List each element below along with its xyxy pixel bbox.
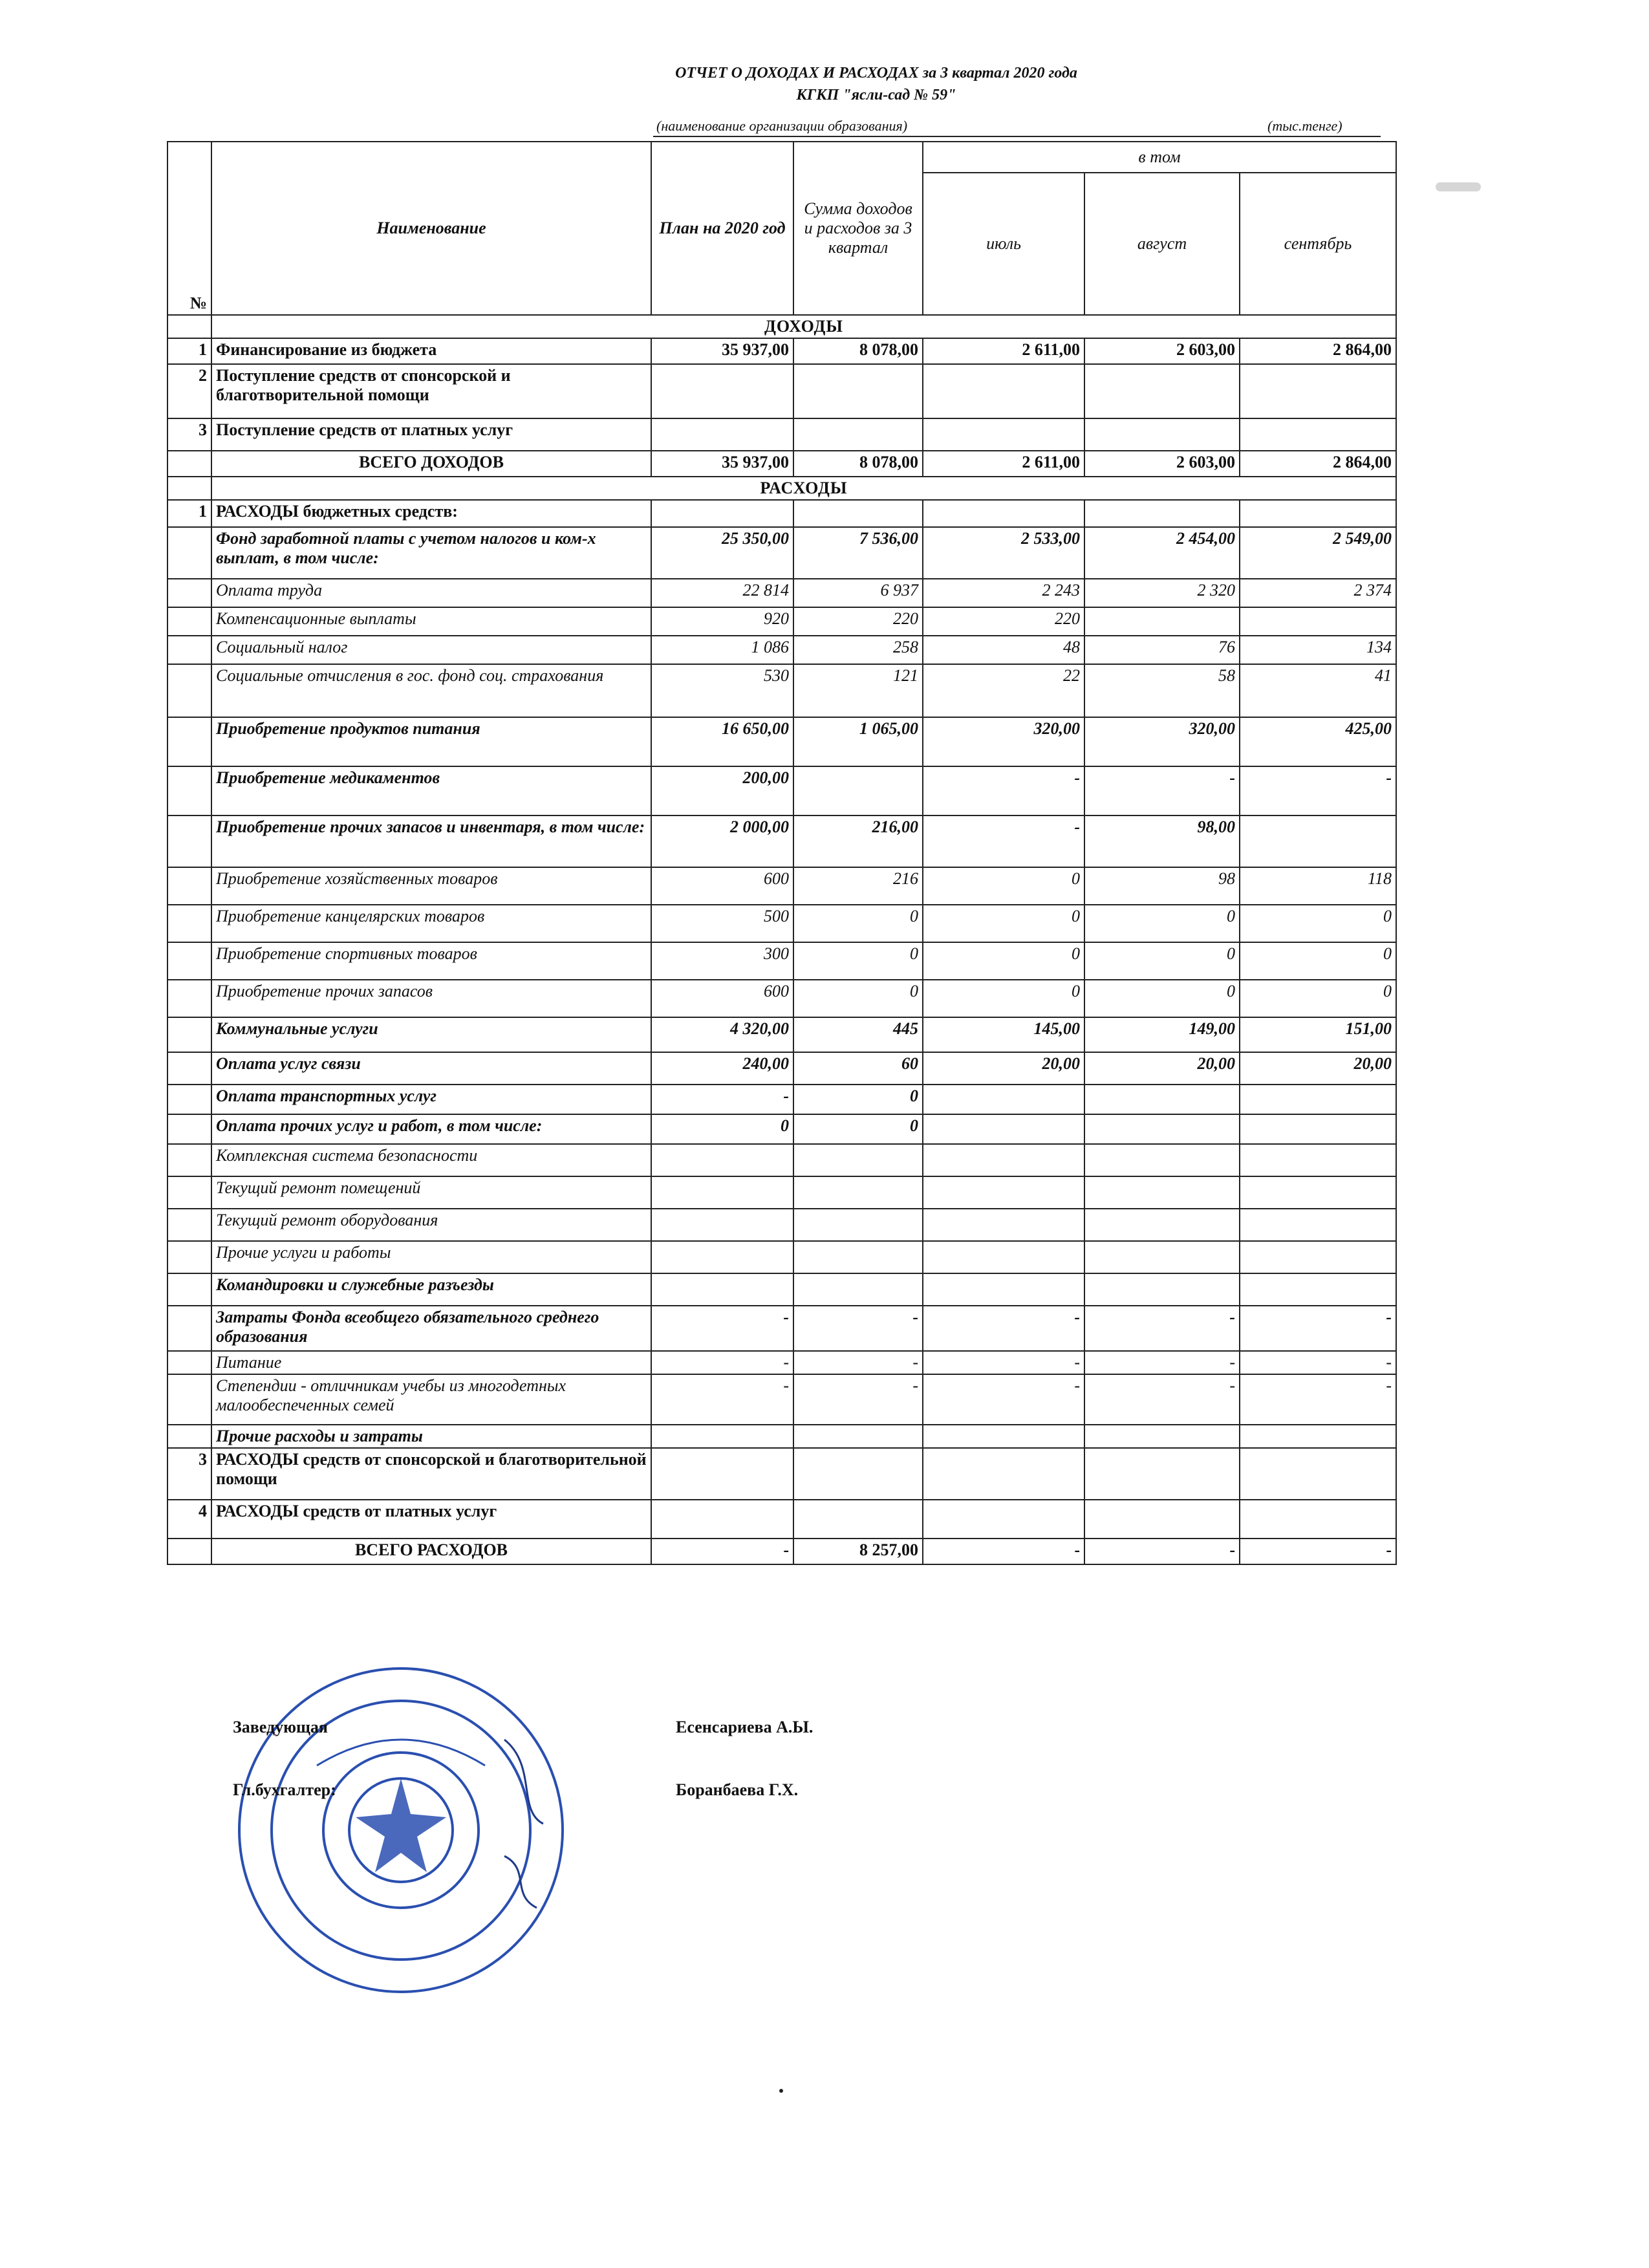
row-number — [167, 1085, 211, 1114]
cell-sep: 134 — [1240, 636, 1396, 664]
cell-aug: 2 603,00 — [1084, 338, 1240, 364]
cell-plan — [651, 500, 793, 527]
cell-sum — [793, 418, 923, 451]
cell-jul: 320,00 — [923, 717, 1084, 766]
cell-sum — [793, 1425, 923, 1448]
cell-sep — [1240, 1176, 1396, 1209]
row-number — [167, 636, 211, 664]
cell-plan: 920 — [651, 607, 793, 636]
cell-jul: 2 533,00 — [923, 527, 1084, 579]
row-number — [167, 1306, 211, 1351]
report-title: ОТЧЕТ О ДОХОДАХ И РАСХОДАХ за 3 квартал 2020 года — [675, 65, 1077, 81]
cell-plan — [651, 1448, 793, 1500]
cell-plan: 500 — [651, 905, 793, 942]
cell-jul: 22 — [923, 664, 1084, 717]
cell-aug — [1084, 607, 1240, 636]
cell-sum — [793, 500, 923, 527]
cell-aug: - — [1084, 766, 1240, 815]
row-name: Поступление средств от платных услуг — [211, 418, 651, 451]
row-name: РАСХОДЫ средств от спонсорской и благотворительной помощи — [211, 1448, 651, 1500]
cell-aug — [1084, 1500, 1240, 1539]
scan-dot — [779, 2089, 783, 2093]
head-name: Есенсариева А.Ы. — [676, 1718, 814, 1736]
report-body — [167, 315, 1396, 1564]
total-plan: 35 937,00 — [651, 451, 793, 477]
row-name: Компенсационные выплаты — [211, 607, 651, 636]
cell-sum — [793, 766, 923, 815]
row-name: Комплексная система безопасности — [211, 1144, 651, 1176]
subtitle-rule — [653, 136, 1381, 137]
table-row — [167, 867, 1396, 905]
cell-sum: 121 — [793, 664, 923, 717]
cell-sep: 41 — [1240, 664, 1396, 717]
cell-sum — [793, 1500, 923, 1539]
cell-sum — [793, 1209, 923, 1241]
table-row — [167, 1374, 1396, 1425]
row-name: Приобретение канцелярских товаров — [211, 905, 651, 942]
row-number — [167, 579, 211, 607]
total-label: ВСЕГО РАСХОДОВ — [211, 1539, 651, 1564]
total-jul: 2 611,00 — [923, 451, 1084, 477]
row-number — [167, 766, 211, 815]
cell-jul — [923, 1241, 1084, 1273]
row-number: 3 — [167, 418, 211, 451]
cell-aug: 98,00 — [1084, 815, 1240, 867]
accountant-name: Боранбаева Г.Х. — [676, 1780, 799, 1799]
row-name: Оплата транспортных услуг — [211, 1085, 651, 1114]
total-sum: 8 257,00 — [793, 1539, 923, 1564]
cell-plan — [651, 1176, 793, 1209]
row-name: Финансирование из бюджета — [211, 338, 651, 364]
cell-jul: - — [923, 766, 1084, 815]
row-number — [167, 1241, 211, 1273]
row-number — [167, 527, 211, 579]
cell-aug — [1084, 1144, 1240, 1176]
cell-plan: 1 086 — [651, 636, 793, 664]
row-number — [167, 664, 211, 717]
cell-plan: 25 350,00 — [651, 527, 793, 579]
row-number — [167, 980, 211, 1017]
row-name: Питание — [211, 1351, 651, 1374]
cell-plan — [651, 1425, 793, 1448]
row-name: Командировки и служебные разъезды — [211, 1273, 651, 1306]
cell-jul: 2 243 — [923, 579, 1084, 607]
table-row — [167, 942, 1396, 980]
cell-plan — [651, 418, 793, 451]
row-number — [167, 607, 211, 636]
cell-sep: - — [1240, 1351, 1396, 1374]
cell-aug — [1084, 1209, 1240, 1241]
table-row — [167, 717, 1396, 766]
cell-jul — [923, 1425, 1084, 1448]
cell-sep: 0 — [1240, 942, 1396, 980]
cell-aug — [1084, 1448, 1240, 1500]
row-name: Приобретение медикаментов — [211, 766, 651, 815]
row-name: Поступление средств от спонсорской и благотворительной помощи — [211, 364, 651, 418]
cell-jul — [923, 1176, 1084, 1209]
cell-jul: - — [923, 815, 1084, 867]
cell-sep — [1240, 500, 1396, 527]
row-number: 4 — [167, 1500, 211, 1539]
cell-aug: 2 454,00 — [1084, 527, 1240, 579]
row-number — [167, 1017, 211, 1052]
cell-aug — [1084, 1425, 1240, 1448]
cell-sep: 20,00 — [1240, 1052, 1396, 1085]
section-expenses: РАСХОДЫ — [211, 477, 1396, 500]
cell-sep — [1240, 1273, 1396, 1306]
table-row — [167, 1351, 1396, 1374]
cell-aug: 320,00 — [1084, 717, 1240, 766]
row-name: Текущий ремонт помещений — [211, 1176, 651, 1209]
cell-jul — [923, 1144, 1084, 1176]
cell-plan: 16 650,00 — [651, 717, 793, 766]
col-month-group-header: в том — [923, 142, 1396, 173]
row-name: РАСХОДЫ средств от платных услуг — [211, 1500, 651, 1539]
cell-sep: 0 — [1240, 980, 1396, 1017]
total-sep: - — [1240, 1539, 1396, 1564]
cell-jul: 0 — [923, 942, 1084, 980]
cell-jul — [923, 1114, 1084, 1144]
scan-smudge — [1436, 182, 1481, 191]
cell-sep — [1240, 364, 1396, 418]
row-name: Коммунальные услуги — [211, 1017, 651, 1052]
row-name: Степендии - отличникам учебы из многодетных малообеспеченных семей — [211, 1374, 651, 1425]
cell-jul: 2 611,00 — [923, 338, 1084, 364]
cell-jul: 0 — [923, 867, 1084, 905]
total-row — [167, 1539, 1396, 1564]
cell-jul: 48 — [923, 636, 1084, 664]
row-number — [167, 815, 211, 867]
table-row — [167, 905, 1396, 942]
cell-aug — [1084, 418, 1240, 451]
cell-sum — [793, 364, 923, 418]
cell-jul: - — [923, 1306, 1084, 1351]
cell-aug: - — [1084, 1306, 1240, 1351]
official-stamp — [233, 1662, 569, 1998]
cell-jul — [923, 1085, 1084, 1114]
row-name: Социальный налог — [211, 636, 651, 664]
row-number — [167, 1052, 211, 1085]
row-name: Приобретение хозяйственных товаров — [211, 867, 651, 905]
row-number: 1 — [167, 338, 211, 364]
row-name: РАСХОДЫ бюджетных средств: — [211, 500, 651, 527]
cell-sum: 220 — [793, 607, 923, 636]
cell-sum: 0 — [793, 980, 923, 1017]
cell-aug — [1084, 1176, 1240, 1209]
section-no-cell — [167, 477, 211, 500]
table-row — [167, 1017, 1396, 1052]
cell-sep — [1240, 1425, 1396, 1448]
cell-plan: 600 — [651, 980, 793, 1017]
cell-sep: - — [1240, 1374, 1396, 1425]
table-row — [167, 1448, 1396, 1500]
cell-sep — [1240, 1114, 1396, 1144]
cell-plan: 530 — [651, 664, 793, 717]
cell-sum: 8 078,00 — [793, 338, 923, 364]
row-number: 2 — [167, 364, 211, 418]
row-number — [167, 1144, 211, 1176]
cell-aug — [1084, 500, 1240, 527]
cell-sep: 151,00 — [1240, 1017, 1396, 1052]
cell-aug — [1084, 1085, 1240, 1114]
col-september-header: сентябрь — [1240, 173, 1396, 315]
cell-aug — [1084, 364, 1240, 418]
row-number — [167, 942, 211, 980]
col-name-header: Наименование — [211, 142, 651, 315]
cell-sep: - — [1240, 1306, 1396, 1351]
col-sum-header: Сумма доходов и расходов за 3 квартал — [793, 142, 923, 315]
cell-sep — [1240, 1500, 1396, 1539]
cell-aug: 20,00 — [1084, 1052, 1240, 1085]
cell-sep — [1240, 1085, 1396, 1114]
row-name: Оплата труда — [211, 579, 651, 607]
cell-plan: 240,00 — [651, 1052, 793, 1085]
total-row — [167, 451, 1396, 477]
row-number — [167, 1425, 211, 1448]
col-no-header: № — [167, 142, 211, 315]
cell-plan — [651, 1209, 793, 1241]
cell-sum: - — [793, 1351, 923, 1374]
cell-sum — [793, 1273, 923, 1306]
total-aug: - — [1084, 1539, 1240, 1564]
row-name: Текущий ремонт оборудования — [211, 1209, 651, 1241]
total-aug: 2 603,00 — [1084, 451, 1240, 477]
cell-sep: 2 549,00 — [1240, 527, 1396, 579]
row-name: Прочие услуги и работы — [211, 1241, 651, 1273]
row-name: Приобретение спортивных товаров — [211, 942, 651, 980]
cell-sum: 0 — [793, 942, 923, 980]
table-row — [167, 1085, 1396, 1114]
cell-sum: - — [793, 1306, 923, 1351]
row-number: 1 — [167, 500, 211, 527]
row-name: Прочие расходы и затраты — [211, 1425, 651, 1448]
cell-sum: 0 — [793, 1085, 923, 1114]
total-jul: - — [923, 1539, 1084, 1564]
cell-plan: - — [651, 1374, 793, 1425]
cell-jul — [923, 418, 1084, 451]
table-row — [167, 1273, 1396, 1306]
table-row — [167, 338, 1396, 364]
row-name: Приобретение прочих запасов — [211, 980, 651, 1017]
table-row — [167, 418, 1396, 451]
cell-plan: 4 320,00 — [651, 1017, 793, 1052]
cell-jul — [923, 1448, 1084, 1500]
cell-sep — [1240, 1209, 1396, 1241]
row-number — [167, 905, 211, 942]
cell-plan — [651, 1241, 793, 1273]
row-name: Затраты Фонда всеобщего обязательного среднего образования — [211, 1306, 651, 1351]
total-sep: 2 864,00 — [1240, 451, 1396, 477]
cell-sum: 216,00 — [793, 815, 923, 867]
table-row — [167, 980, 1396, 1017]
cell-jul — [923, 364, 1084, 418]
cell-plan — [651, 1500, 793, 1539]
accountant-title: Гл.бухгалтер: — [233, 1780, 336, 1799]
table-row — [167, 1500, 1396, 1539]
row-number — [167, 1374, 211, 1425]
cell-sum: - — [793, 1374, 923, 1425]
cell-plan — [651, 1273, 793, 1306]
subtitle-caption: (наименование организации образования) — [656, 118, 908, 134]
cell-aug — [1084, 1273, 1240, 1306]
table-row — [167, 766, 1396, 815]
cell-plan: 35 937,00 — [651, 338, 793, 364]
row-name: Оплата прочих услуг и работ, в том числе: — [211, 1114, 651, 1144]
cell-aug — [1084, 1241, 1240, 1273]
cell-sum — [793, 1241, 923, 1273]
cell-sum: 60 — [793, 1052, 923, 1085]
row-number: 3 — [167, 1448, 211, 1500]
cell-sep — [1240, 815, 1396, 867]
cell-sum: 0 — [793, 905, 923, 942]
head-title: Заведующая — [233, 1718, 328, 1736]
cell-sep — [1240, 1144, 1396, 1176]
col-july-header: июль — [923, 173, 1084, 315]
cell-aug — [1084, 1114, 1240, 1144]
cell-sep: 425,00 — [1240, 717, 1396, 766]
cell-jul: 20,00 — [923, 1052, 1084, 1085]
cell-plan — [651, 364, 793, 418]
col-august-header: август — [1084, 173, 1240, 315]
cell-aug: - — [1084, 1374, 1240, 1425]
table-row — [167, 815, 1396, 867]
table-row — [167, 607, 1396, 636]
cell-sum: 258 — [793, 636, 923, 664]
cell-plan: 600 — [651, 867, 793, 905]
row-number — [167, 867, 211, 905]
cell-sep: 118 — [1240, 867, 1396, 905]
cell-jul: 145,00 — [923, 1017, 1084, 1052]
table-row — [167, 1176, 1396, 1209]
cell-sep: 2 374 — [1240, 579, 1396, 607]
section-row — [167, 477, 1396, 500]
row-name: Приобретение прочих запасов и инвентаря, в том числе: — [211, 815, 651, 867]
total-no-cell — [167, 1539, 211, 1564]
table-row — [167, 1425, 1396, 1448]
cell-jul: 220 — [923, 607, 1084, 636]
cell-sep — [1240, 1448, 1396, 1500]
row-number — [167, 1273, 211, 1306]
cell-sum: 7 536,00 — [793, 527, 923, 579]
cell-sep: - — [1240, 766, 1396, 815]
cell-plan: - — [651, 1085, 793, 1114]
section-no-cell — [167, 315, 211, 338]
cell-aug: 149,00 — [1084, 1017, 1240, 1052]
cell-sum: 0 — [793, 1114, 923, 1144]
cell-plan: 300 — [651, 942, 793, 980]
cell-aug: 98 — [1084, 867, 1240, 905]
cell-jul — [923, 1209, 1084, 1241]
cell-sum — [793, 1448, 923, 1500]
cell-aug: 0 — [1084, 942, 1240, 980]
cell-jul — [923, 1273, 1084, 1306]
cell-sum: 445 — [793, 1017, 923, 1052]
total-no-cell — [167, 451, 211, 477]
table-row — [167, 1114, 1396, 1144]
cell-aug: - — [1084, 1351, 1240, 1374]
row-number — [167, 1209, 211, 1241]
table-row — [167, 636, 1396, 664]
cell-aug: 76 — [1084, 636, 1240, 664]
table-row — [167, 1209, 1396, 1241]
cell-jul: - — [923, 1374, 1084, 1425]
section-income: ДОХОДЫ — [211, 315, 1396, 338]
cell-plan: 2 000,00 — [651, 815, 793, 867]
unit-caption: (тыс.тенге) — [1267, 118, 1342, 134]
cell-plan: 0 — [651, 1114, 793, 1144]
row-number — [167, 1176, 211, 1209]
cell-plan — [651, 1144, 793, 1176]
cell-sep — [1240, 418, 1396, 451]
cell-sum — [793, 1144, 923, 1176]
table-row — [167, 1306, 1396, 1351]
cell-jul: 0 — [923, 980, 1084, 1017]
cell-sep: 0 — [1240, 905, 1396, 942]
cell-jul — [923, 500, 1084, 527]
cell-aug: 0 — [1084, 905, 1240, 942]
row-number — [167, 1114, 211, 1144]
report-table — [167, 141, 1397, 1565]
table-row — [167, 500, 1396, 527]
cell-sep — [1240, 1241, 1396, 1273]
table-row — [167, 1052, 1396, 1085]
cell-jul: 0 — [923, 905, 1084, 942]
row-name: Оплата услуг связи — [211, 1052, 651, 1085]
total-label: ВСЕГО ДОХОДОВ — [211, 451, 651, 477]
row-number — [167, 1351, 211, 1374]
table-row — [167, 1241, 1396, 1273]
cell-jul: - — [923, 1351, 1084, 1374]
cell-plan: - — [651, 1351, 793, 1374]
table-row — [167, 579, 1396, 607]
table-row — [167, 527, 1396, 579]
cell-sep: 2 864,00 — [1240, 338, 1396, 364]
table-row — [167, 1144, 1396, 1176]
row-name: Фонд заработной платы с учетом налогов и ком-х выплат, в том числе: — [211, 527, 651, 579]
cell-sum — [793, 1176, 923, 1209]
table-row — [167, 664, 1396, 717]
cell-plan: 200,00 — [651, 766, 793, 815]
total-plan: - — [651, 1539, 793, 1564]
section-row — [167, 315, 1396, 338]
row-name: Социальные отчисления в гос. фонд соц. страхования — [211, 664, 651, 717]
organization-title: КГКП "ясли-сад № 59" — [796, 87, 956, 103]
cell-plan: - — [651, 1306, 793, 1351]
table-row — [167, 364, 1396, 418]
cell-jul — [923, 1500, 1084, 1539]
cell-sum: 1 065,00 — [793, 717, 923, 766]
col-plan-header: План на 2020 год — [651, 142, 793, 315]
cell-aug: 58 — [1084, 664, 1240, 717]
cell-sum: 6 937 — [793, 579, 923, 607]
cell-aug: 0 — [1084, 980, 1240, 1017]
cell-sep — [1240, 607, 1396, 636]
cell-plan: 22 814 — [651, 579, 793, 607]
cell-aug: 2 320 — [1084, 579, 1240, 607]
row-number — [167, 717, 211, 766]
cell-sum: 216 — [793, 867, 923, 905]
row-name: Приобретение продуктов питания — [211, 717, 651, 766]
total-sum: 8 078,00 — [793, 451, 923, 477]
